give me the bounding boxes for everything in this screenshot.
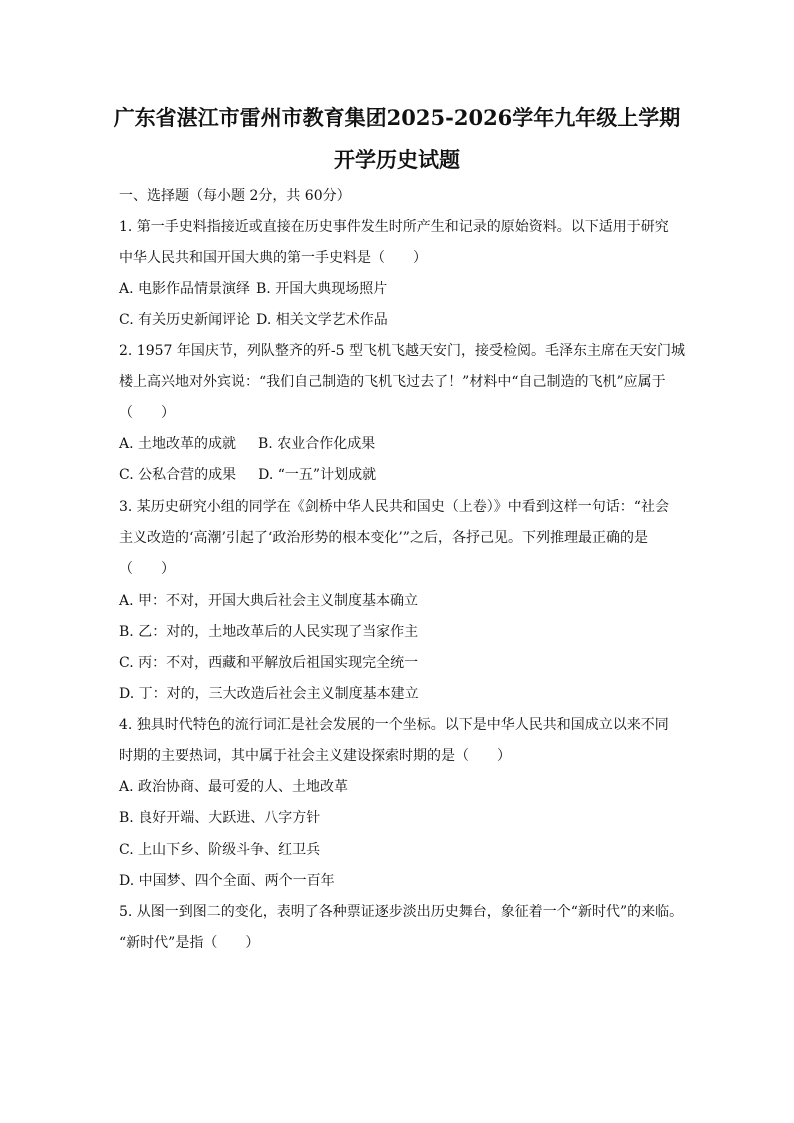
question-3-option-a: A. 甲：不对，开国大典后社会主义制度基本确立 xyxy=(119,593,419,609)
question-5-stem-line-2: “新时代”是指（ ） xyxy=(119,935,260,951)
exam-title-line-2: 开学历史试题 xyxy=(334,147,460,172)
exam-title-line-1: 广东省湛江市雷州市教育集团2025-2026学年九年级上学期 xyxy=(113,105,681,130)
question-1-options-row-2 xyxy=(119,310,388,330)
question-2-options-row-1 xyxy=(119,434,375,454)
question-2-option-c: C. 公私合营的成果 xyxy=(119,467,237,483)
question-5-stem-line-1: 5. 从图一到图二的变化，表明了各种票证逐步淡出历史舞台，象征着一个“新时代”的来临。 xyxy=(119,904,684,920)
question-3-stem-line-1: 3. 某历史研究小组的同学在《剑桥中华人民共和国史（上卷）》中看到这样一句话：“社会 xyxy=(119,499,669,515)
question-2-stem-line-2: 楼上高兴地对外宾说：“我们自己制造的飞机飞过去了！”材料中“自己制造的飞机”应属于 xyxy=(119,374,666,390)
question-3-option-d: D. 丁：对的，三大改造后社会主义制度基本建立 xyxy=(119,686,419,702)
question-1-option-c: C. 有关历史新闻评论 xyxy=(119,312,251,328)
question-4-option-b: B. 良好开端、大跃进、八字方针 xyxy=(119,810,321,826)
question-1-stem-line-2: 中华人民共和国开国大典的第一手史料是（ ） xyxy=(119,250,427,266)
question-2-option-a: A. 土地改革的成就 xyxy=(119,436,237,452)
question-1-stem-line-1: 1. 第一手史料指接近或直接在历史事件发生时所产生和记录的原始资料。以下适用于研究 xyxy=(119,219,669,235)
question-1-option-b: B. 开国大典现场照片 xyxy=(256,281,388,297)
question-2-option-d: D. “一五”计划成就 xyxy=(258,467,377,483)
question-4-option-c: C. 上山下乡、阶级斗争、红卫兵 xyxy=(119,842,321,858)
question-4-option-a: A. 政治协商、最可爱的人、土地改革 xyxy=(119,779,349,795)
question-1-option-a: A. 电影作品情景演绎 xyxy=(119,281,251,297)
question-2-option-b: B. 农业合作化成果 xyxy=(258,436,376,452)
question-1-option-d: D. 相关文学艺术作品 xyxy=(256,312,388,328)
question-4-stem-line-2: 时期的主要热词，其中属于社会主义建设探索时期的是（ ） xyxy=(119,748,511,764)
question-3-stem-line-3: （ ） xyxy=(119,561,175,577)
section-heading: 一、选择题（每小题 2分，共 60分） xyxy=(119,188,351,204)
question-2-stem-line-3: （ ） xyxy=(119,405,175,421)
question-3-stem-line-2: 主义改造的‘高潮’引起了‘政治形势的根本变化’”之后，各抒己见。下列推理最正确的是 xyxy=(119,530,648,546)
question-4-stem-line-1: 4. 独具时代特色的流行词汇是社会发展的一个坐标。以下是中华人民共和国成立以来不同 xyxy=(119,717,669,733)
question-2-stem-line-1: 2. 1957 年国庆节，列队整齐的歼-5 型飞机飞越天安门，接受检阅。毛泽东主席在天安门城 xyxy=(119,343,685,359)
question-2-options-row-2 xyxy=(119,465,376,485)
question-3-option-c: C. 丙：不对，西藏和平解放后祖国实现完全统一 xyxy=(119,655,419,671)
question-4-option-d: D. 中国梦、四个全面、两个一百年 xyxy=(119,873,335,889)
question-3-option-b: B. 乙：对的，土地改革后的人民实现了当家作主 xyxy=(119,624,419,640)
question-1-options-row-1 xyxy=(119,279,387,299)
